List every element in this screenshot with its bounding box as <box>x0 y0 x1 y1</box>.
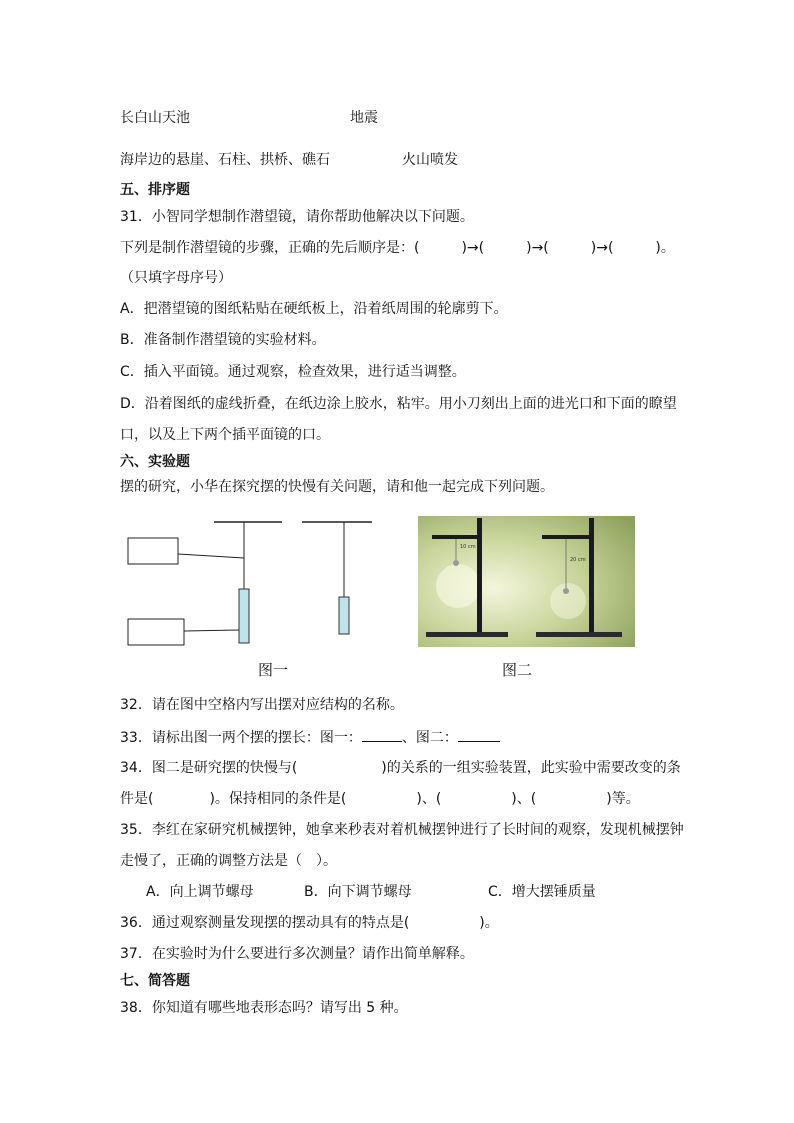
q36: 36．通过观察测量发现摆的摆动具有的特点是( )。 <box>120 915 499 931</box>
q31-option-d: D．沿着图纸的虚线折叠，在纸边涂上胶水，粘牢。用小刀刻出上面的进光口和下面的瞭望 <box>120 396 677 412</box>
section6-intro: 摆的研究，小华在探究摆的快慢有关问题，请和他一起完成下列问题。 <box>120 479 554 495</box>
q31-prompt: 下列是制作潜望镜的步骤，正确的先后顺序是：( )→( )→( )→( )。 <box>120 240 675 256</box>
q33 <box>120 727 500 748</box>
q31-option-b: B．准备制作潜望镜的实验材料。 <box>120 332 326 348</box>
q35-line-1: 35．李红在家研究机械摆钟，她拿来秒表对着机械摆钟进行了长时间的观察，发现机械摆钟 <box>120 822 684 838</box>
q34-line-1: 34．图二是研究摆的快慢与( )的关系的一组实验装置，此实验中需要改变的条 <box>120 760 681 776</box>
pair-left-1: 长白山天池 <box>120 110 190 126</box>
q33-blank-1[interactable] <box>362 727 402 742</box>
label-box-top[interactable] <box>128 538 178 564</box>
q31-option-a: A．把潜望镜的图纸粘贴在硬纸板上，沿着纸周围的轮廓剪下。 <box>120 301 508 317</box>
pair-left-2: 海岸边的悬崖、石柱、拱桥、礁石 <box>120 152 330 168</box>
section5-heading: 五、排序题 <box>120 182 190 198</box>
fig2-label-20cm: 20 cm <box>570 557 586 563</box>
pair-right-1: 地震 <box>350 110 378 126</box>
q37: 37．在实验时为什么要进行多次测量？请作出简单解释。 <box>120 946 474 962</box>
q31-note: （只填字母序号） <box>120 270 232 286</box>
section7-heading: 七、简答题 <box>120 973 190 989</box>
q31-option-d-cont: 口，以及上下两个插平面镜的口。 <box>120 427 330 443</box>
q35-option-b: B．向下调节螺母 <box>304 884 412 900</box>
q35-line-2: 走慢了，正确的调整方法是（ ）。 <box>120 853 337 869</box>
q35-option-c: C．增大摆锤质量 <box>488 884 596 900</box>
q34-line-2: 件是( )。保持相同的条件是( )、( )、( )等。 <box>120 791 640 807</box>
q32: 32．请在图中空格内写出摆对应结构的名称。 <box>120 697 404 713</box>
q31: 31．小智同学想制作潜望镜，请你帮助他解决以下问题。 <box>120 209 474 225</box>
label-box-bottom[interactable] <box>128 619 184 645</box>
q33-text-a: 33．请标出图一两个摆的摆长：图一： <box>120 730 362 746</box>
fig2-label-10cm: 10 cm <box>460 544 476 550</box>
q38: 38．你知道有哪些地表形态吗？请写出 5 种。 <box>120 1000 408 1016</box>
q31-option-c: C．插入平面镜。通过观察，检查效果，进行适当调整。 <box>120 364 466 380</box>
figure-2-caption: 图二 <box>502 661 533 679</box>
figure-2-photo <box>418 516 635 647</box>
section6-heading: 六、实验题 <box>120 454 190 470</box>
figure-1-pendulums <box>120 512 390 652</box>
figure-1-caption: 图一 <box>258 661 289 679</box>
q35-option-a: A．向上调节螺母 <box>146 884 254 900</box>
q33-text-b: 、图二： <box>401 730 458 746</box>
pair-right-2: 火山喷发 <box>402 152 458 168</box>
q33-blank-2[interactable] <box>458 727 500 742</box>
